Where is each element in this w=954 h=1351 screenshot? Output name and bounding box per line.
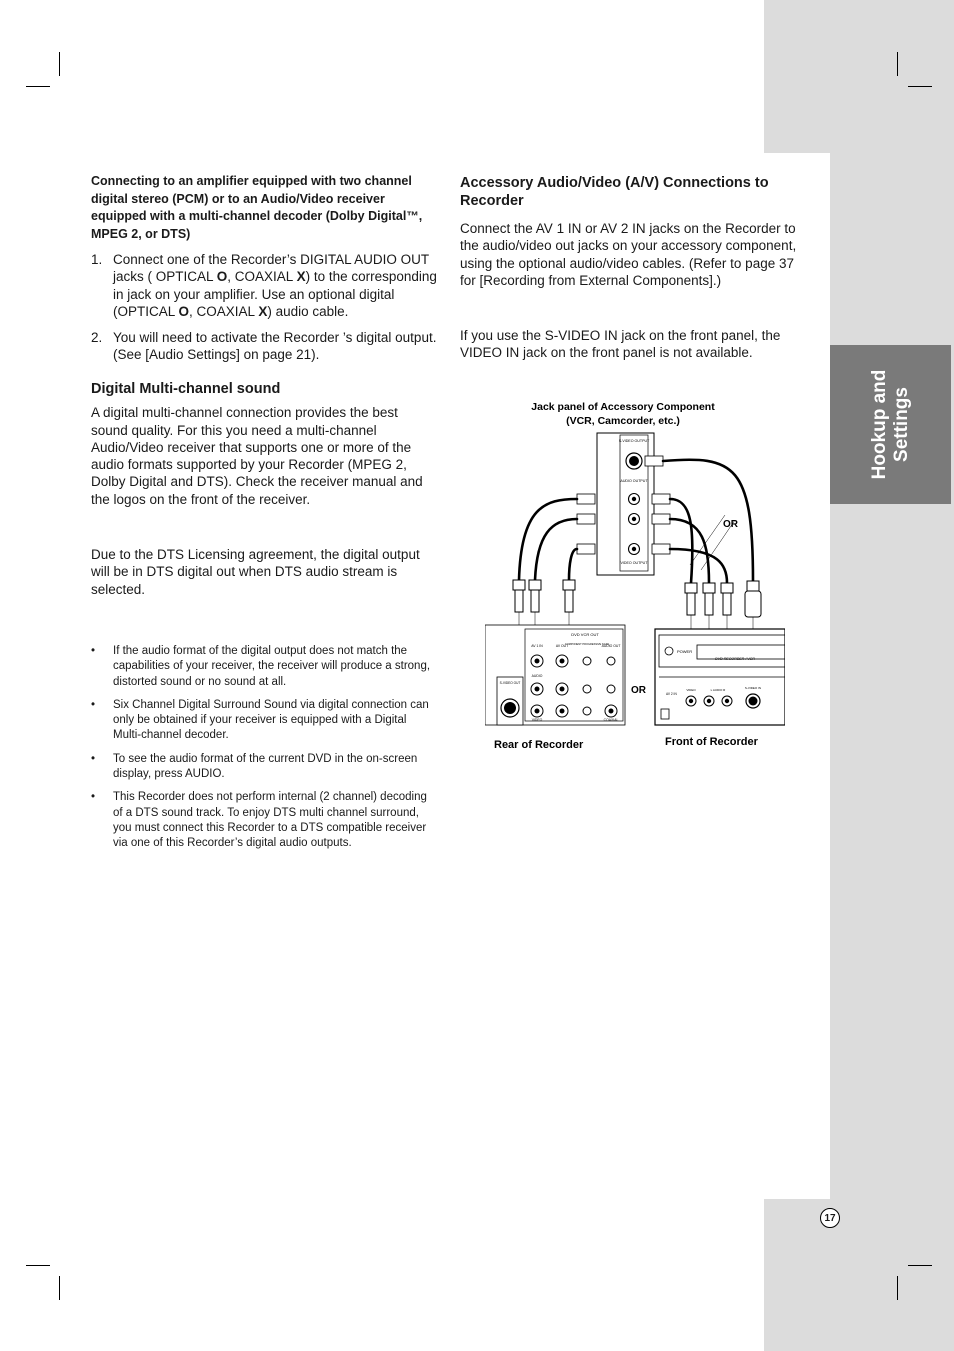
gray-margin-bottom — [764, 1199, 954, 1351]
rear-avout-label: AV OUT — [555, 644, 569, 648]
svideo-output-label: S-VIDEO OUTPUT — [618, 439, 650, 443]
rear-panel-header: DVD VCR OUT — [571, 632, 599, 637]
gray-margin — [830, 153, 954, 1199]
front-video-label: VIDEO — [686, 688, 696, 692]
connection-diagram — [485, 395, 785, 755]
section-heading: Digital Multi-channel sound — [91, 380, 281, 397]
front-svideo-label: S-VIDEO IN — [744, 686, 762, 690]
video-output-label: VIDEO OUTPUT — [620, 561, 648, 565]
crop-mark — [59, 52, 60, 76]
video-output-jack — [629, 544, 640, 555]
section-body: A digital multi-channel connection provides the best sound quality. For this you need a multi-channel Audio/Video receiver that supports one or more of the audio formats supported by your Recorder (MPEG 2, Dolby Digital and DTS). Check the receiver manual and the logos on the front of the receiver. — [91, 405, 423, 507]
or-label-bottom: OR — [631, 685, 646, 696]
left-column — [91, 173, 437, 860]
step-item — [91, 251, 437, 320]
audio-output-jack-left — [629, 494, 640, 505]
av-body: Connect the AV 1 IN or AV 2 IN jacks on the Recorder to the audio/video out jacks on your accessory component, using the optional audio/video cables. (Refer to page 37 for [Recording from External Components].) — [460, 221, 797, 288]
gray-margin-top — [764, 0, 954, 153]
notes-list — [91, 644, 437, 852]
audio-output-label: AUDIO OUTPUT — [620, 479, 648, 483]
bullet-icon: • — [91, 791, 96, 804]
crop-mark — [897, 1276, 898, 1300]
step-text: Connect one of the Recorder’s DIGITAL AUDIO OUT jacks ( OPTICAL O, COAXIAL X) to the corresponding in jack on your amplifier. Use an optional digital (OPTICAL O, COAXIAL X) audio cable. — [113, 252, 437, 319]
right-column — [460, 175, 805, 362]
front-power-label: POWER — [677, 649, 693, 654]
crop-mark — [908, 86, 932, 87]
connection-steps — [91, 251, 437, 364]
front-panel — [655, 629, 785, 725]
bullet-icon: • — [91, 698, 96, 711]
av-heading: Accessory Audio/Video (A/V) Connections to Recorder — [460, 175, 769, 209]
section-tab — [830, 345, 951, 504]
crop-mark — [59, 1276, 60, 1300]
svideo-note: If you use the S-VIDEO IN jack on the front panel, the VIDEO IN jack on the front panel is not available. — [460, 328, 781, 361]
rear-video-label: VIDEO — [531, 718, 543, 722]
note-text: Six Channel Digital Surround Sound via digital connection can only be obtained if your receiver is equipped with a Digital Multi-channel decoder. — [113, 698, 429, 742]
step-number: 1. — [91, 252, 103, 267]
dts-note: Due to the DTS Licensing agreement, the digital output will be in DTS digital out when DTS audio stream is selected. — [91, 547, 420, 597]
note-text: This Recorder does not perform internal (2 channel) decoding of a DTS sound track. To enjoy DTS multi channel surround, you must connect this Recorder to a DTS compatible receiver via one of this Recorder’s digital audio outputs. — [113, 791, 427, 850]
rear-audioout-label: AUDIO OUT — [601, 644, 621, 648]
step-item — [91, 329, 437, 364]
diagram-title-1: Jack panel of Accessory Component — [531, 401, 715, 413]
step-number: 2. — [91, 330, 103, 346]
rca-plugs — [513, 580, 761, 617]
note-item — [91, 752, 437, 783]
step-text: You will need to activate the Recorder ’s digital output. (See [Audio Settings] on page 21). — [113, 330, 437, 363]
rear-coaxial-label: COAXIAL — [603, 718, 619, 722]
audio-output-jack-right — [629, 514, 640, 525]
rear-svideo-jack — [501, 699, 519, 717]
front-model-label: DVD RECORDER / VCR — [715, 657, 755, 661]
note-item — [91, 698, 437, 744]
front-recorder-label: Front of Recorder — [665, 736, 758, 748]
crop-mark — [897, 52, 898, 76]
section-tab-line2: Settings — [890, 387, 912, 462]
or-label-top: OR — [723, 519, 738, 530]
rear-recorder-label: Rear of Recorder — [494, 739, 584, 751]
crop-mark — [908, 1265, 932, 1266]
amplifier-intro: Connecting to an amplifier equipped with two channel digital stereo (PCM) or to an Audio/Video receiver equipped with a multi-channel decoder (Dolby Digital™, MPEG 2, or DTS) — [91, 174, 423, 241]
accessory-jack-panel — [597, 433, 654, 575]
crop-mark — [26, 86, 50, 87]
rear-svideo-label: S-VIDEO OUT — [499, 681, 521, 685]
page-number: 17 — [820, 1208, 840, 1228]
note-text: If the audio format of the digital output does not match the capabilities of your receiver, the receiver will produce a strong, distorted sound or no sound at all. — [113, 644, 431, 688]
diagram-title-2: (VCR, Camcorder, etc.) — [566, 415, 680, 427]
rear-av1-label: AV 1 IN — [531, 644, 543, 648]
crop-mark — [26, 1265, 50, 1266]
front-audio-label: L AUDIO R — [710, 688, 726, 692]
svideo-output-jack — [626, 453, 642, 469]
rear-panel — [485, 625, 625, 725]
rear-audio-label: AUDIO — [531, 674, 543, 678]
section-tab-line1: Hookup and — [868, 369, 890, 480]
bullet-icon: • — [91, 644, 96, 657]
note-item — [91, 644, 437, 690]
bullet-icon: • — [91, 752, 96, 765]
front-av2-label: AV 2 IN — [666, 692, 677, 696]
section-tab-label — [830, 345, 951, 504]
note-text: To see the audio format of the current DVD in the on-screen display, press AUDIO. — [113, 752, 418, 781]
note-item — [91, 790, 437, 851]
rear-component-label: COMPONENT PROGRESSIVE SCAN — [564, 643, 610, 646]
